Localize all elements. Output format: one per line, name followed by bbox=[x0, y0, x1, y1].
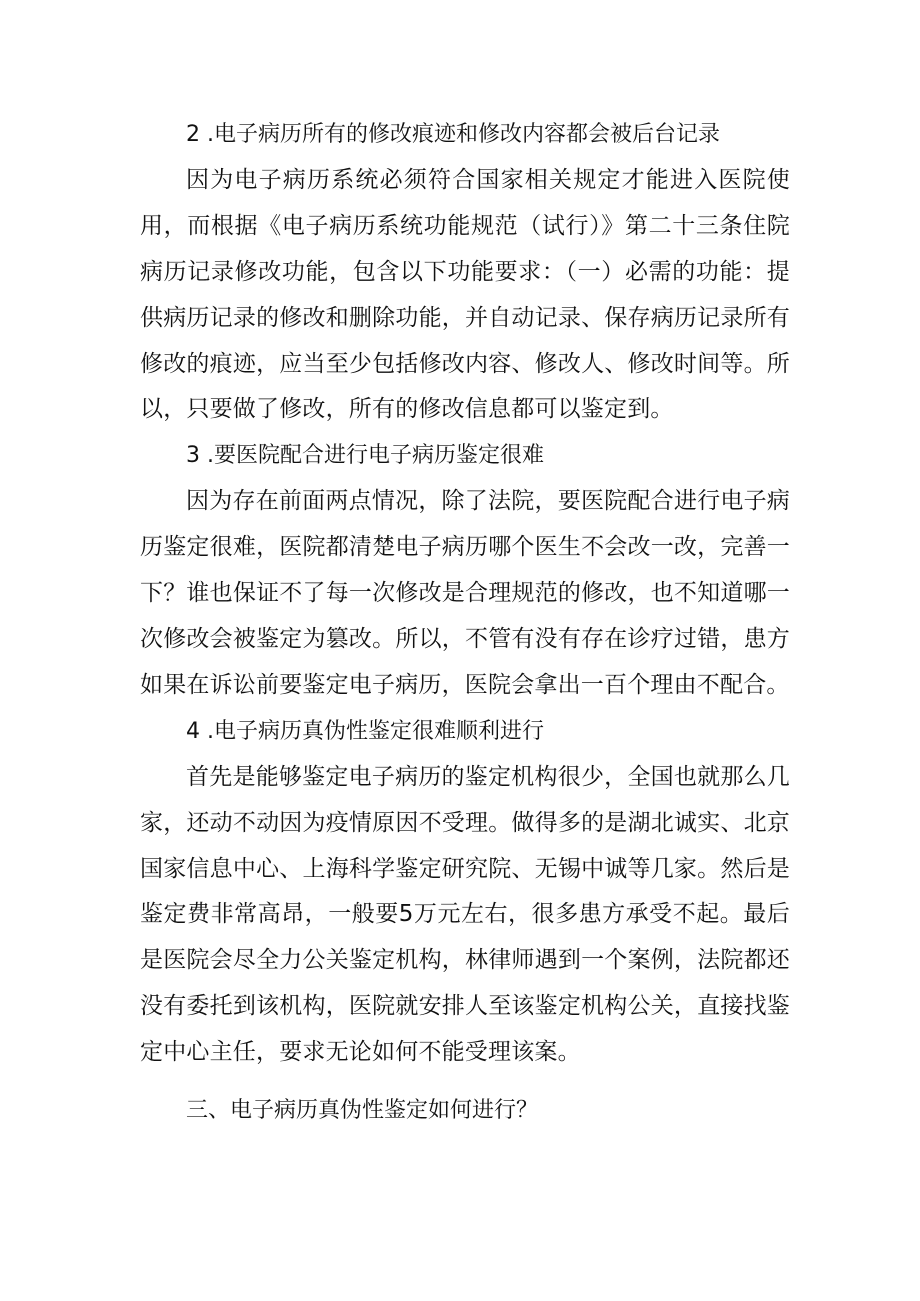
body-paragraph: 因为存在前面两点情况，除了法院，要医院配合进行电子病历鉴定很难，医院都清楚电子病历哪个医生不会改一改，完善一下？谁也保证不了每一次修改是合理规范的修改，也不知道哪一次修改会被鉴定为篡改。所以，不管有没有存在诊疗过错，患方如果在诉讼前要鉴定电子病历，医院会拿出一百个理由不配合。 bbox=[140, 488, 790, 698]
body-paragraph: 因为电子病历系统必须符合国家相关规定才能进入医院使用，而根据《电子病历系统功能规范（试行）》第二十三条住院病历记录修改功能，包含以下功能要求：（一）必需的功能：提供病历记录的修改和删除功能，并自动记录、保存病历记录所有修改的痕迹，应当至少包括修改内容、修改人、修改时间等。所以，只要做了修改，所有的修改信息都可以鉴定到。 bbox=[140, 166, 790, 423]
section-heading: 2 .电子病历所有的修改痕迹和修改内容都会被后台记录 bbox=[186, 122, 720, 147]
body-paragraph: 首先是能够鉴定电子病历的鉴定机构很少，全国也就那么几家，还动不动因为疫情原因不受理。做得多的是湖北诚实、北京国家信息中心、上海科学鉴定研究院、无锡中诚等几家。然后是鉴定费非常高昂，一般要5万元左右，很多患方承受不起。最后是医院会尽全力公关鉴定机构，林律师遇到一个案例，法院都还没有委托到该机构，医院就安排人至该鉴定机构公关，直接找鉴定中心主任，要求无论如何不能受理该案。 bbox=[140, 763, 790, 1066]
chapter-heading: 三、电子病历真伪性鉴定如何进行？ bbox=[186, 1098, 539, 1124]
section-heading: 3 .要医院配合进行电子病历鉴定很难 bbox=[186, 443, 544, 469]
section-heading: 4 .电子病历真伪性鉴定很难顺利进行 bbox=[186, 718, 544, 744]
